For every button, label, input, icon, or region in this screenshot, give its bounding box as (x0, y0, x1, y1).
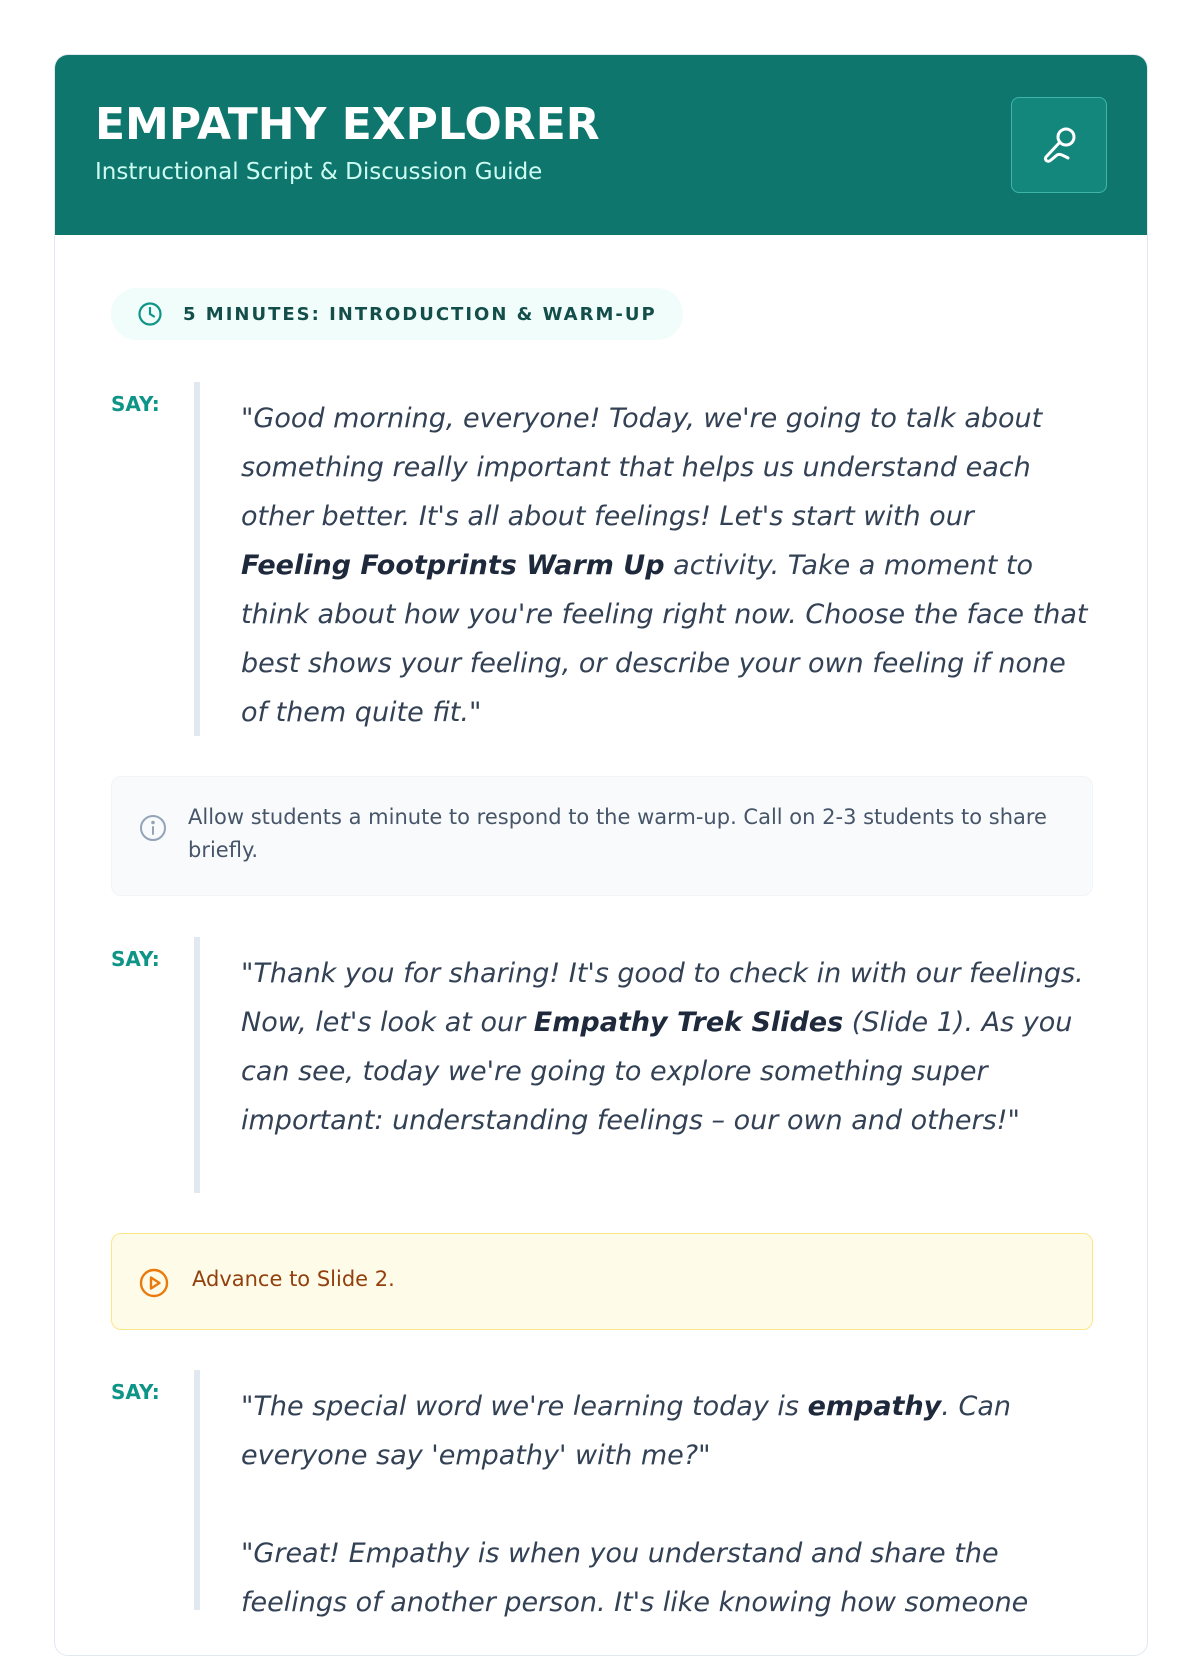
section-badge (111, 288, 683, 340)
header-banner (55, 55, 1147, 235)
say-block (111, 382, 1091, 736)
say-text (241, 394, 1091, 737)
section-badge-label: 5 MINUTES: INTRODUCTION & WARM-UP (183, 303, 657, 325)
say-divider (194, 937, 200, 1193)
say-text (241, 949, 1091, 1145)
play-circle-icon (138, 1267, 170, 1299)
say-text (241, 1382, 1091, 1627)
page-subtitle: Instructional Script & Discussion Guide (95, 159, 543, 185)
say-text-part: activity. Take a moment to think about how you're feeling right now. Choose the face that best shows your feeling, or describe your own feeling if none of them quite fit." (241, 550, 1088, 728)
say-label: SAY: (111, 947, 160, 971)
say-text-bold: empathy (807, 1391, 942, 1422)
say-divider (194, 382, 200, 736)
page-title: EMPATHY EXPLORER (95, 99, 600, 150)
say-text-part: (Slide 1). As you can see, today we're going to explore something super important: understanding feelings – our own and others!" (241, 1007, 1073, 1136)
say-divider (194, 1370, 200, 1610)
microphone-button[interactable] (1011, 97, 1107, 193)
say-label: SAY: (111, 1380, 160, 1404)
say-text-part: "Thank you for sharing! It's good to check in with our feelings. Now, let's look at our (241, 958, 1084, 1038)
say-text-bold: Feeling Footprints Warm Up (241, 550, 665, 581)
say-text-bold: Empathy Trek Slides (533, 1007, 844, 1038)
microphone-icon (1037, 123, 1081, 167)
say-text-part: "Good morning, everyone! Today, we're going to talk about something really important that helps us understand each other better. It's all about feelings! Let's start with our (241, 403, 1043, 532)
slide-action-text: Advance to Slide 2. (192, 1267, 395, 1291)
say-block (111, 937, 1091, 1193)
say-block (111, 1370, 1091, 1618)
teacher-note-text: Allow students a minute to respond to the warm-up. Call on 2-3 students to share briefly. (188, 805, 1047, 862)
teacher-note (111, 776, 1093, 896)
say-text-part: "Great! Empathy is when you understand and share the feelings of another person. It's like knowing how someone (241, 1538, 1029, 1618)
say-label: SAY: (111, 392, 160, 416)
say-text-part: . Can everyone say 'empathy' with me?" (241, 1391, 1011, 1471)
clock-icon (137, 301, 163, 327)
say-text-part: "The special word we're learning today is (241, 1391, 808, 1422)
slide-action-note (111, 1233, 1093, 1330)
info-icon (138, 813, 168, 843)
